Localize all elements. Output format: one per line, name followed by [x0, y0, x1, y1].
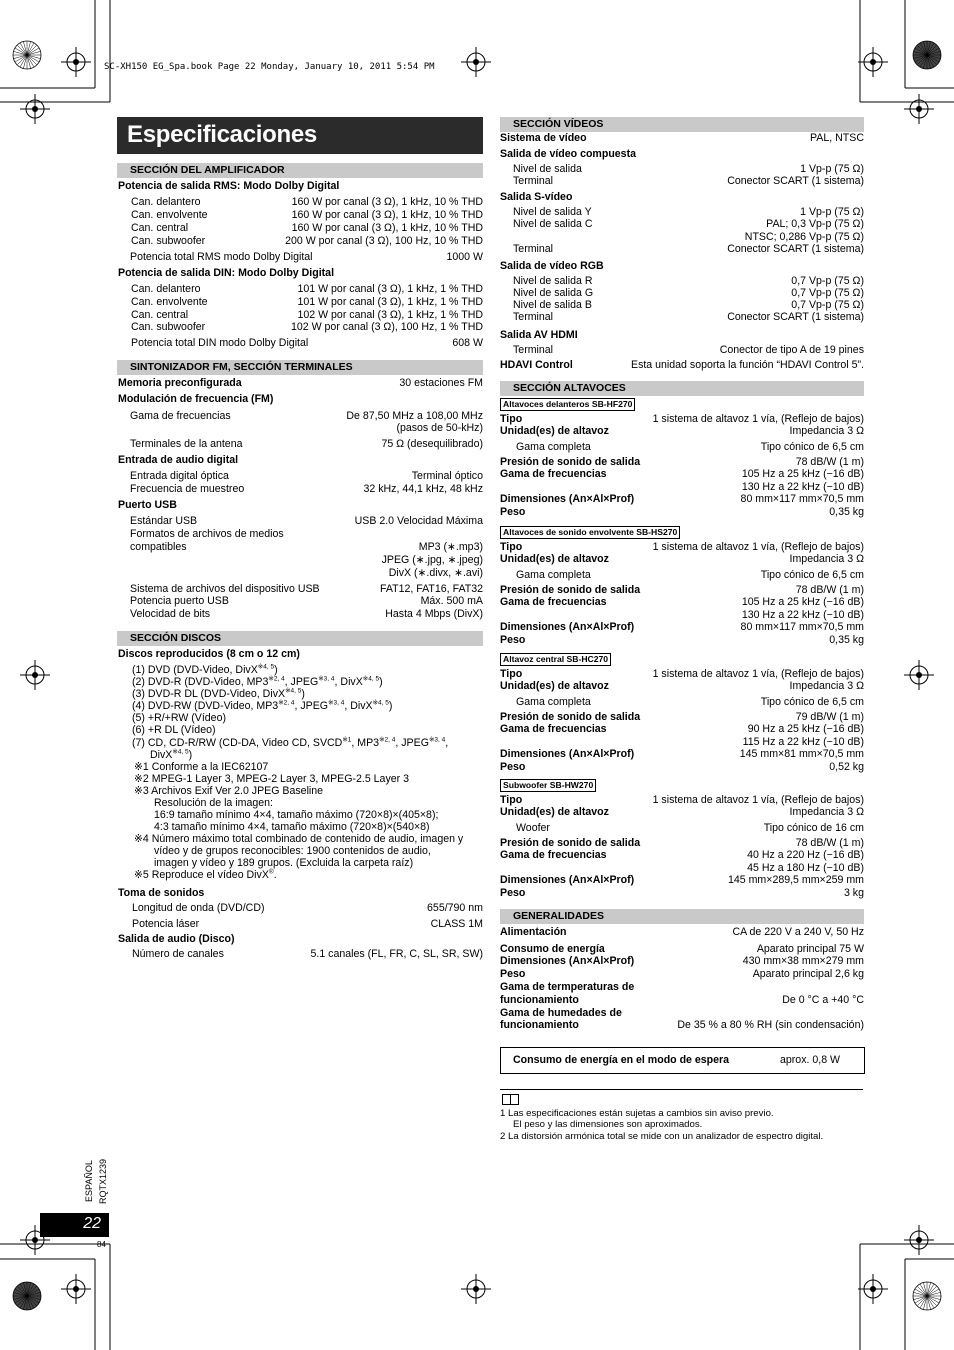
- svideo-terminal-value: Conector SCART (1 sistema): [727, 243, 864, 255]
- hdavi-label: HDAVI Control: [500, 359, 573, 371]
- power-label: Alimentación: [500, 926, 567, 938]
- speaker-dim-value: 80 mm×117 mm×70,5 mm: [740, 621, 864, 633]
- mass-value: Aparato principal 2,6 kg: [752, 968, 864, 980]
- speaker-freq-value: 105 Hz a 25 kHz (−16 dB): [741, 468, 864, 480]
- consumption-label: Consumo de energía: [500, 943, 605, 955]
- rgb-heading: Salida de vídeo RGB: [500, 260, 604, 272]
- composite-heading: Salida de vídeo compuesta: [500, 148, 636, 160]
- disc-item-7-cont: DivX$^{※4, 5}$): [150, 748, 193, 761]
- usb-power-label: Potencia puerto USB: [130, 595, 229, 607]
- speaker-freq-value: 90 Hz a 25 kHz (−16 dB): [747, 723, 864, 735]
- speaker-mass-label: Peso: [500, 761, 526, 773]
- rms-value: 160 W por canal (3 Ω), 1 kHz, 10 % THD: [291, 196, 483, 208]
- composite-terminal-value: Conector SCART (1 sistema): [727, 175, 864, 187]
- range-value: De 87,50 MHz a 108,00 MHz: [346, 410, 483, 422]
- speaker-section-header: SECCIÓN ALTAVOCES: [500, 381, 864, 396]
- footnote-3b: 16:9 tamaño mínimo 4×4, tamaño máximo (720×8)×(405×8);: [154, 809, 439, 821]
- bitrate-value: Hasta 4 Mbps (DivX): [385, 608, 483, 620]
- disc-item-6: (6) +R DL (Vídeo): [132, 724, 216, 736]
- temperature-value: De 0 °C a +40 °C: [782, 994, 864, 1006]
- rms-label: Can. subwoofer: [131, 235, 206, 247]
- rgb-b-label: Nivel de salida B: [513, 299, 592, 311]
- din-heading: Potencia de salida DIN: Modo Dolby Digital: [118, 267, 335, 279]
- svideo-y-label: Nivel de salida Y: [513, 206, 592, 218]
- speaker-driver-value: Tipo cónico de 6,5 cm: [760, 569, 864, 581]
- disc-item-4: (4) DVD-RW (DVD-Video, MP3$^{※2, 4}$, JPEG$^{※3, 4}$, DivX$^{※4, 5}$): [132, 699, 393, 712]
- rgb-b-value: 0,7 Vp-p (75 Ω): [791, 299, 864, 311]
- speaker-unit-value: Impedancia 3 Ω: [789, 553, 864, 565]
- rms-value: 160 W por canal (3 Ω), 1 kHz, 10 % THD: [291, 209, 483, 221]
- rgb-r-label: Nivel de salida R: [513, 275, 593, 287]
- dimensions-label: Dimensiones (An×Al×Prof): [500, 955, 635, 967]
- composite-terminal-label: Terminal: [513, 175, 554, 187]
- speaker-driver-value: Tipo cónico de 16 cm: [763, 822, 864, 834]
- speaker-type-value: 1 sistema de altavoz 1 vía, (Reflejo de bajos): [652, 541, 864, 553]
- speaker-freq-value: 40 Hz a 220 Hz (−16 dB): [747, 849, 864, 861]
- hdmi-terminal-value: Conector de tipo A de 19 pines: [719, 344, 864, 356]
- played-heading: Discos reproducidos (8 cm o 12 cm): [118, 648, 300, 660]
- svideo-c-value-2: NTSC; 0,286 Vp-p (75 Ω): [744, 231, 864, 243]
- book-icon: [502, 1094, 520, 1105]
- footnote-3c: 4:3 tamaño mínimo 4×4, tamaño máximo (720×8)×(540×8): [154, 821, 430, 833]
- humidity-value: De 35 % a 80 % RH (sin condensación): [677, 1019, 864, 1031]
- general-section-header: GENERALIDADES: [500, 909, 864, 924]
- composite-level-label: Nivel de salida: [513, 163, 582, 175]
- speaker-group-title: Altavoces delanteros SB-HF270: [500, 398, 635, 411]
- range-step: (pasos de 50-kHz): [396, 422, 483, 434]
- mass-label: Peso: [500, 968, 526, 980]
- antenna-value: 75 Ω (desequilibrado): [381, 438, 483, 450]
- humidity-label: Gama de humedades de: [500, 1007, 622, 1019]
- fm-heading: Modulación de frecuencia (FM): [118, 393, 274, 405]
- consumption-value: Aparato principal 75 W: [756, 943, 864, 955]
- speaker-mass-label: Peso: [500, 634, 526, 646]
- speaker-spl-value: 78 dB/W (1 m): [795, 456, 864, 468]
- preset-value: 30 estaciones FM: [399, 377, 483, 389]
- formats-label-2: compatibles: [130, 541, 187, 553]
- usb-std-value: USB 2.0 Velocidad Máxima: [354, 515, 483, 527]
- speaker-driver-label: Woofer: [516, 822, 550, 834]
- speaker-mass-value: 0,35 kg: [829, 506, 864, 518]
- speaker-type-value: 1 sistema de altavoz 1 vía, (Reflejo de bajos): [652, 668, 864, 680]
- antenna-label: Terminales de la antena: [130, 438, 243, 450]
- sampling-label: Frecuencia de muestreo: [130, 483, 245, 495]
- fs-value: FAT12, FAT16, FAT32: [379, 583, 483, 595]
- rms-value: 1000 W: [446, 251, 483, 263]
- footnote-4: ※4 Número máximo total combinado de contenido de audio, imagen y: [134, 833, 464, 845]
- optical-value: Terminal óptico: [411, 470, 483, 482]
- din-value: 102 W por canal (3 Ω), 1 kHz, 1 % THD: [297, 309, 483, 321]
- pickup-heading: Toma de sonidos: [118, 887, 205, 899]
- page-number-box: [40, 1213, 109, 1237]
- svideo-y-value: 1 Vp-p (75 Ω): [800, 206, 864, 218]
- formats-label: Formatos de archivos de medios: [130, 528, 284, 540]
- speaker-unit-value: Impedancia 3 Ω: [789, 425, 864, 437]
- rgb-r-value: 0,7 Vp-p (75 Ω): [791, 275, 864, 287]
- speaker-mass-label: Peso: [500, 506, 526, 518]
- footnote-2: ※2 MPEG-1 Layer 3, MPEG-2 Layer 3, MPEG-2.5 Layer 3: [134, 773, 410, 785]
- formats-mp3: MP3 (∗.mp3): [418, 541, 483, 553]
- din-value: 608 W: [452, 337, 483, 349]
- speaker-driver-label: Gama completa: [516, 569, 591, 581]
- humidity-label-2: funcionamiento: [500, 1019, 579, 1031]
- speaker-unit-label: Unidad(es) de altavoz: [500, 425, 609, 437]
- footnote-4a: vídeo y de grupos reconocibles: 1900 contenidos de audio,: [154, 845, 431, 857]
- disc-item-5: (5) +R/+RW (Vídeo): [132, 712, 226, 724]
- rms-label: Can. delantero: [131, 196, 201, 208]
- amp-section-header: SECCIÓN DEL AMPLIFICADOR: [117, 163, 483, 178]
- footnote-3: ※3 Archivos Exif Ver 2.0 JPEG Baseline: [134, 785, 324, 797]
- note-1b: El peso y las dimensiones son aproximados.: [513, 1119, 703, 1130]
- speaker-freq-label: Gama de frecuencias: [500, 849, 607, 861]
- speaker-spl-value: 78 dB/W (1 m): [795, 837, 864, 849]
- svideo-c-label: Nivel de salida C: [513, 218, 593, 230]
- svideo-c-value: PAL; 0,3 Vp-p (75 Ω): [766, 218, 864, 230]
- rms-value: 200 W por canal (3 Ω), 100 Hz, 10 % THD: [285, 235, 483, 247]
- temperature-label-2: funcionamiento: [500, 994, 579, 1006]
- din-label: Can. central: [131, 309, 189, 321]
- speaker-unit-label: Unidad(es) de altavoz: [500, 680, 609, 692]
- speaker-freq-value-2: 130 Hz a 22 kHz (−10 dB): [741, 609, 864, 621]
- speaker-type-label: Tipo: [500, 541, 523, 553]
- laser-label: Potencia láser: [132, 918, 200, 930]
- speaker-group-title: Subwoofer SB-HW270: [500, 779, 596, 792]
- language-label: ESPAÑOL: [84, 1160, 94, 1202]
- page-title: Especificaciones: [127, 121, 317, 148]
- speaker-type-value: 1 sistema de altavoz 1 vía, (Reflejo de bajos): [652, 794, 864, 806]
- footnote-1: ※1 Conforme a la IEC62107: [134, 761, 269, 773]
- optical-label: Entrada digital óptica: [130, 470, 229, 482]
- speaker-dim-value: 145 mm×81 mm×70,5 mm: [739, 748, 864, 760]
- svideo-heading: Salida S-vídeo: [500, 191, 573, 203]
- speaker-unit-value: Impedancia 3 Ω: [789, 806, 864, 818]
- speaker-mass-label: Peso: [500, 887, 526, 899]
- preset-label: Memoria preconfigurada: [118, 377, 242, 389]
- speaker-dim-value: 80 mm×117 mm×70,5 mm: [740, 493, 864, 505]
- laser-value: CLASS 1M: [430, 918, 483, 930]
- print-header: SC-XH150 EG_Spa.book Page 22 Monday, January 10, 2011 5:54 PM: [104, 62, 435, 72]
- din-label: Can. envolvente: [131, 296, 208, 308]
- video-system-label: Sistema de vídeo: [500, 132, 587, 144]
- channels-value: 5.1 canales (FL, FR, C, SL, SR, SW): [310, 948, 483, 960]
- audio-out-heading: Salida de audio (Disco): [118, 933, 235, 945]
- speaker-dim-label: Dimensiones (An×Al×Prof): [500, 748, 635, 760]
- speaker-unit-label: Unidad(es) de altavoz: [500, 553, 609, 565]
- footnote-3a: Resolución de la imagen:: [154, 797, 273, 809]
- rms-label: Can. central: [131, 222, 189, 234]
- temperature-label: Gama de termperaturas de: [500, 981, 635, 993]
- video-section-header: SECCIÓN VÍDEOS: [500, 117, 864, 132]
- speaker-spl-label: Presión de sonido de salida: [500, 711, 641, 723]
- rms-label: Potencia total RMS modo Dolby Digital: [130, 251, 313, 263]
- range-label: Gama de frecuencias: [130, 410, 231, 422]
- speaker-freq-label: Gama de frecuencias: [500, 468, 607, 480]
- din-label: Can. subwoofer: [131, 321, 206, 333]
- speaker-unit-label: Unidad(es) de altavoz: [500, 806, 609, 818]
- divider: [500, 1089, 863, 1090]
- disc-section-header: SECCIÓN DISCOS: [117, 631, 483, 646]
- speaker-type-label: Tipo: [500, 668, 523, 680]
- rgb-terminal-value: Conector SCART (1 sistema): [727, 311, 864, 323]
- channels-label: Número de canales: [132, 948, 224, 960]
- composite-level-value: 1 Vp-p (75 Ω): [800, 163, 864, 175]
- speaker-spl-value: 78 dB/W (1 m): [795, 584, 864, 596]
- fs-label: Sistema de archivos del dispositivo USB: [130, 583, 320, 595]
- speaker-freq-value-2: 130 Hz a 22 kHz (−10 dB): [741, 481, 864, 493]
- digital-heading: Entrada de audio digital: [118, 454, 239, 466]
- video-system-value: PAL, NTSC: [810, 132, 864, 144]
- speaker-freq-value-2: 115 Hz a 22 kHz (−10 dB): [742, 736, 864, 748]
- speaker-freq-label: Gama de frecuencias: [500, 723, 607, 735]
- speaker-driver-label: Gama completa: [516, 441, 591, 453]
- speaker-type-label: Tipo: [500, 794, 523, 806]
- model-code: RQTX1239: [98, 1158, 108, 1204]
- din-label: Can. delantero: [131, 283, 201, 295]
- speaker-unit-value: Impedancia 3 Ω: [789, 680, 864, 692]
- svideo-terminal-label: Terminal: [513, 243, 554, 255]
- disc-item-3: (3) DVD-R DL (DVD-Video, DivX$^{※4, 5}$): [132, 687, 305, 700]
- din-label: Potencia total DIN modo Dolby Digital: [131, 337, 309, 349]
- sampling-value: 32 kHz, 44,1 kHz, 48 kHz: [363, 483, 483, 495]
- speaker-dim-value: 145 mm×289,5 mm×259 mm: [727, 874, 864, 886]
- speaker-spl-value: 79 dB/W (1 m): [795, 711, 864, 723]
- speaker-mass-value: 0,52 kg: [829, 761, 864, 773]
- sub-page-number: 84: [97, 1240, 106, 1249]
- formats-jpeg: JPEG (∗.jpg, ∗.jpeg): [381, 554, 483, 566]
- speaker-freq-value-2: 45 Hz a 180 Hz (−10 dB): [747, 862, 864, 874]
- wave-value: 655/790 nm: [427, 902, 483, 914]
- speaker-spl-label: Presión de sonido de salida: [500, 456, 641, 468]
- speaker-freq-label: Gama de frecuencias: [500, 596, 607, 608]
- note-2: 2 La distorsión armónica total se mide con un analizador de espectro digital.: [500, 1131, 824, 1142]
- rgb-g-value: 0,7 Vp-p (75 Ω): [791, 287, 864, 299]
- speaker-group-title: Altavoces de sonido envolvente SB-HS270: [500, 526, 680, 539]
- usb-power-value: Máx. 500 mA: [420, 595, 483, 607]
- usb-heading: Puerto USB: [118, 499, 177, 511]
- speaker-dim-label: Dimensiones (An×Al×Prof): [500, 874, 635, 886]
- standby-label: Consumo de energía en el modo de espera: [513, 1054, 730, 1066]
- hdavi-value: Esta unidad soporta la función “HDAVI Control 5”.: [631, 359, 864, 371]
- speaker-driver-label: Gama completa: [516, 696, 591, 708]
- footnote-4b: imagen y vídeo y 189 grupos. (Excluida la carpeta raíz): [154, 857, 414, 869]
- speaker-mass-value: 3 kg: [843, 887, 864, 899]
- tuner-section-header: SINTONIZADOR FM, SECCIÓN TERMINALES: [117, 360, 483, 375]
- rgb-terminal-label: Terminal: [513, 311, 554, 323]
- rms-label: Can. envolvente: [131, 209, 208, 221]
- hdmi-terminal-label: Terminal: [513, 344, 554, 356]
- disc-item-2: (2) DVD-R (DVD-Video, MP3$^{※2, 4}$, JPEG$^{※3, 4}$, DivX$^{※4, 5}$): [132, 675, 383, 688]
- rms-heading: Potencia de salida RMS: Modo Dolby Digital: [118, 180, 340, 192]
- footnote-5: ※5 Reproduce el vídeo DivX®.: [134, 868, 277, 881]
- speaker-group-title: Altavoz central SB-HC270: [500, 653, 611, 666]
- dimensions-value: 430 mm×38 mm×279 mm: [742, 955, 864, 967]
- rgb-g-label: Nivel de salida G: [513, 287, 594, 299]
- speaker-mass-value: 0,35 kg: [829, 634, 864, 646]
- disc-item-7: (7) CD, CD-R/RW (CD-DA, Video CD, SVCD$^{※1}$, MP3$^{※2, 4}$, JPEG$^{※3, 4}$,: [132, 736, 449, 749]
- speaker-dim-label: Dimensiones (An×Al×Prof): [500, 621, 635, 633]
- speaker-freq-value: 105 Hz a 25 kHz (−16 dB): [741, 596, 864, 608]
- standby-value: aprox. 0,8 W: [780, 1054, 841, 1066]
- power-value: CA de 220 V a 240 V, 50 Hz: [732, 926, 864, 938]
- din-value: 101 W por canal (3 Ω), 1 kHz, 1 % THD: [297, 283, 483, 295]
- title-bar: [117, 117, 483, 154]
- usb-std-label: Estándar USB: [130, 515, 198, 527]
- disc-item-1: (1) DVD (DVD-Video, DivX$^{※4, 5}$): [132, 663, 278, 676]
- speaker-driver-value: Tipo cónico de 6,5 cm: [760, 441, 864, 453]
- formats-divx: DivX (∗.divx, ∗.avi): [388, 567, 483, 579]
- din-value: 102 W por canal (3 Ω), 100 Hz, 1 % THD: [290, 321, 483, 333]
- din-value: 101 W por canal (3 Ω), 1 kHz, 1 % THD: [297, 296, 483, 308]
- speaker-type-label: Tipo: [500, 413, 523, 425]
- note-1: 1 Las especificaciones están sujetas a cambios sin aviso previo.: [500, 1108, 774, 1119]
- speaker-spl-label: Presión de sonido de salida: [500, 584, 641, 596]
- speaker-spl-label: Presión de sonido de salida: [500, 837, 641, 849]
- speaker-dim-label: Dimensiones (An×Al×Prof): [500, 493, 635, 505]
- speaker-driver-value: Tipo cónico de 6,5 cm: [760, 696, 864, 708]
- wave-label: Longitud de onda (DVD/CD): [132, 902, 265, 914]
- speaker-type-value: 1 sistema de altavoz 1 vía, (Reflejo de bajos): [652, 413, 864, 425]
- hdmi-heading: Salida AV HDMI: [500, 329, 578, 341]
- page-number: 22: [83, 1215, 101, 1232]
- bitrate-label: Velocidad de bits: [130, 608, 211, 620]
- rms-value: 160 W por canal (3 Ω), 1 kHz, 10 % THD: [291, 222, 483, 234]
